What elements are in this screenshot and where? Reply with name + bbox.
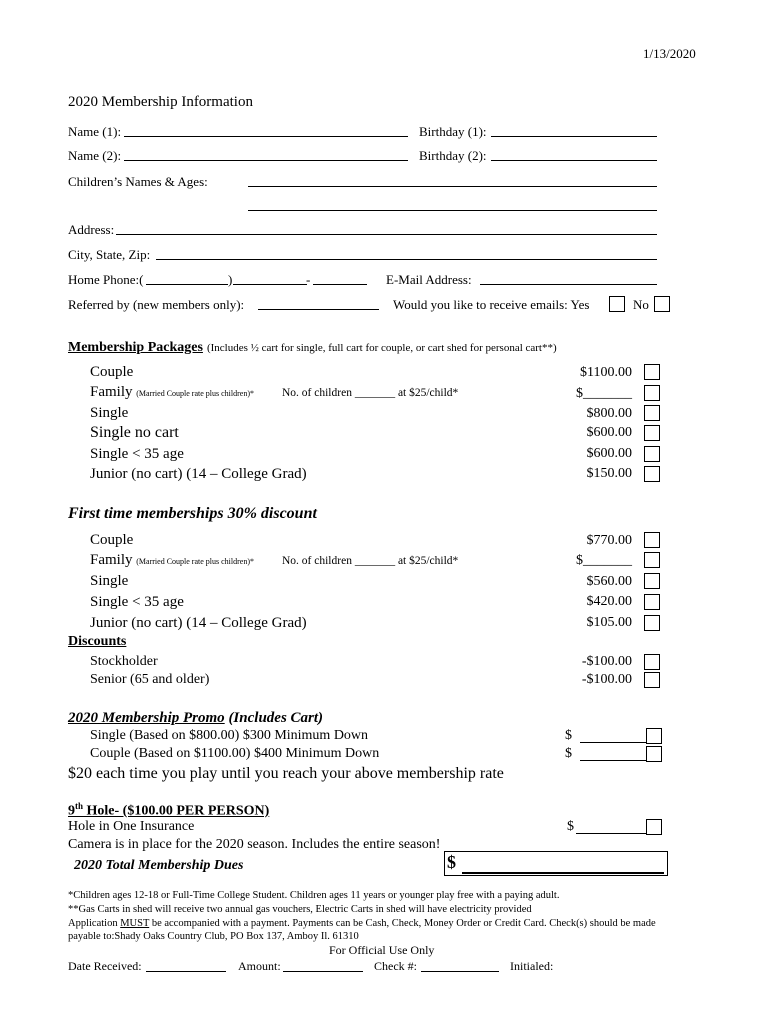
receive-emails-label: Would you like to receive emails: Yes (393, 297, 590, 312)
package-single-no-cart-price: $600.00 (586, 425, 632, 440)
promo-couple-dollar: $ (565, 746, 572, 761)
check-number-label: Check #: (374, 959, 417, 973)
promo-header (68, 710, 323, 727)
camera-note: Camera is in place for the 2020 season. Includes the entire season! (68, 837, 441, 852)
package-family-checkbox[interactable] (644, 385, 660, 401)
name1-label: Name (1): (68, 124, 122, 139)
insurance-checkbox[interactable] (646, 819, 662, 835)
footnote-application-suffix: be accompanied with a payment. Payments can be Cash, Check, Money Order or Credit Card. Check(s) should be made (149, 918, 656, 929)
name2-label: Name (2): (68, 148, 122, 163)
first-family-children: No. of children _______ at $25/child* (282, 555, 459, 567)
footnote-application-must: MUST (120, 918, 150, 929)
check-number-field[interactable] (421, 971, 499, 972)
ninth-hole-heading-sup: th (75, 801, 84, 811)
package-single-under35-checkbox[interactable] (644, 446, 660, 462)
promo-note: $20 each time you play until you reach your above membership rate (68, 765, 504, 782)
insurance-amount-field[interactable] (576, 833, 646, 834)
city-state-zip-field[interactable] (156, 259, 657, 260)
first-junior-price: $105.00 (586, 615, 632, 630)
package-family-name: Family (90, 384, 133, 400)
email-field[interactable] (480, 284, 657, 285)
initialed-label: Initialed: (510, 959, 554, 973)
package-couple-checkbox[interactable] (644, 364, 660, 380)
total-dollar-sign: $ (447, 852, 456, 872)
address-label: Address: (68, 222, 115, 237)
package-single-price: $800.00 (586, 406, 632, 421)
first-single-price: $560.00 (586, 574, 632, 589)
discount-senior-price: -$100.00 (581, 672, 632, 687)
home-phone-area-field[interactable] (146, 284, 228, 285)
ninth-hole-heading (68, 801, 269, 820)
promo-single-dollar: $ (565, 728, 572, 743)
first-junior-checkbox[interactable] (644, 615, 660, 631)
first-family-price: $_______ (576, 553, 632, 568)
emails-yes-checkbox[interactable] (609, 296, 625, 312)
package-family-label (90, 384, 254, 401)
promo-couple-amount-field[interactable] (580, 760, 646, 761)
first-single-checkbox[interactable] (644, 573, 660, 589)
package-family-sub: (Married Couple rate plus children)* (136, 389, 255, 398)
packages-heading: Membership Packages (68, 340, 203, 355)
first-family-sub: (Married Couple rate plus children)* (136, 557, 255, 566)
ninth-hole-heading-suffix: Hole- ($100.00 PER PERSON) (83, 803, 270, 819)
first-time-heading: First time memberships 30% discount (68, 505, 317, 522)
package-junior-price: $150.00 (586, 466, 632, 481)
package-single-label: Single (90, 405, 129, 421)
promo-single-amount-field[interactable] (580, 742, 646, 743)
promo-single-label: Single (Based on $800.00) $300 Minimum Down (90, 728, 369, 743)
total-amount-field[interactable] (462, 872, 664, 874)
promo-heading-suffix: (Includes Cart) (228, 710, 324, 726)
address-field[interactable] (116, 234, 657, 235)
packages-header (68, 338, 557, 356)
home-phone-label: Home Phone:( (68, 272, 144, 287)
birthday2-label: Birthday (2): (419, 148, 487, 163)
ninth-hole-heading-prefix: 9 (68, 803, 75, 819)
package-couple-label: Couple (90, 364, 134, 380)
total-label: 2020 Total Membership Dues (74, 858, 244, 873)
first-couple-checkbox[interactable] (644, 532, 660, 548)
first-couple-price: $770.00 (586, 533, 632, 548)
date-received-field[interactable] (146, 971, 226, 972)
packages-note: (Includes ½ cart for single, full cart for couple, or cart shed for personal cart**) (206, 342, 557, 354)
first-family-label (90, 552, 254, 569)
birthday1-label: Birthday (1): (419, 124, 487, 139)
discounts-heading: Discounts (68, 634, 127, 649)
home-phone-dash: - (306, 272, 311, 287)
home-phone-prefix-field[interactable] (233, 284, 307, 285)
package-single-no-cart-label: Single no cart (90, 424, 179, 441)
city-state-zip-label: City, State, Zip: (68, 247, 151, 262)
package-single-no-cart-checkbox[interactable] (644, 425, 660, 441)
discount-senior-checkbox[interactable] (644, 672, 660, 688)
email-label: E-Mail Address: (386, 272, 472, 287)
amount-field[interactable] (283, 971, 363, 972)
children-field-line2[interactable] (248, 210, 657, 211)
first-family-checkbox[interactable] (644, 552, 660, 568)
first-couple-label: Couple (90, 532, 134, 548)
package-junior-checkbox[interactable] (644, 466, 660, 482)
footnote-gas-carts: **Gas Carts in shed will receive two annual gas vouchers, Electric Carts in shed will have electricity provided (68, 904, 532, 915)
footnote-application (68, 918, 656, 929)
page-title: 2020 Membership Information (68, 94, 253, 110)
first-single-label: Single (90, 573, 129, 589)
discount-senior-label: Senior (65 and older) (90, 672, 210, 687)
home-phone-paren: ) (228, 272, 233, 287)
birthday2-field[interactable] (491, 160, 657, 161)
package-junior-label: Junior (no cart) (14 – College Grad) (90, 466, 307, 482)
date-received-label: Date Received: (68, 959, 142, 973)
package-family-price: $_______ (576, 386, 632, 401)
package-family-children: No. of children _______ at $25/child* (282, 387, 459, 399)
footnote-payable: payable to:Shady Oaks Country Club, PO Box 137, Amboy Il. 61310 (68, 931, 359, 942)
footnote-application-prefix: Application (68, 918, 121, 929)
home-phone-line-field[interactable] (313, 284, 367, 285)
package-single-under35-price: $600.00 (586, 446, 632, 461)
first-junior-label: Junior (no cart) (14 – College Grad) (90, 615, 307, 631)
package-couple-price: $1100.00 (580, 365, 632, 380)
footnote-children: *Children ages 12-18 or Full-Time College Student. Children ages 11 years or younger play free with a paying adult. (68, 890, 560, 901)
emails-no-checkbox[interactable] (654, 296, 670, 312)
package-single-under35-label: Single < 35 age (90, 446, 184, 462)
referred-field[interactable] (258, 309, 379, 310)
discount-stockholder-checkbox[interactable] (644, 654, 660, 670)
amount-label: Amount: (238, 959, 281, 973)
promo-single-checkbox[interactable] (646, 728, 662, 744)
insurance-label: Hole in One Insurance (68, 819, 195, 834)
first-single-under35-label: Single < 35 age (90, 594, 184, 610)
name2-field[interactable] (124, 160, 408, 161)
first-single-under35-price: $420.00 (586, 594, 632, 609)
insurance-dollar: $ (567, 819, 574, 834)
promo-couple-label: Couple (Based on $1100.00) $400 Minimum Down (90, 746, 380, 761)
first-family-name: Family (90, 552, 133, 568)
birthday1-field[interactable] (491, 136, 657, 137)
discount-stockholder-label: Stockholder (90, 654, 158, 669)
document-date: 1/13/2020 (643, 46, 696, 61)
name1-field[interactable] (124, 136, 408, 137)
referred-label: Referred by (new members only): (68, 297, 245, 312)
official-heading: For Official Use Only (329, 943, 435, 957)
package-single-checkbox[interactable] (644, 405, 660, 421)
promo-heading: 2020 Membership Promo (68, 710, 225, 726)
discount-stockholder-price: -$100.00 (581, 654, 632, 669)
children-field-line1[interactable] (248, 186, 657, 187)
first-single-under35-checkbox[interactable] (644, 594, 660, 610)
promo-couple-checkbox[interactable] (646, 746, 662, 762)
children-label: Children’s Names & Ages: (68, 174, 208, 189)
emails-no-label: No (633, 297, 649, 312)
